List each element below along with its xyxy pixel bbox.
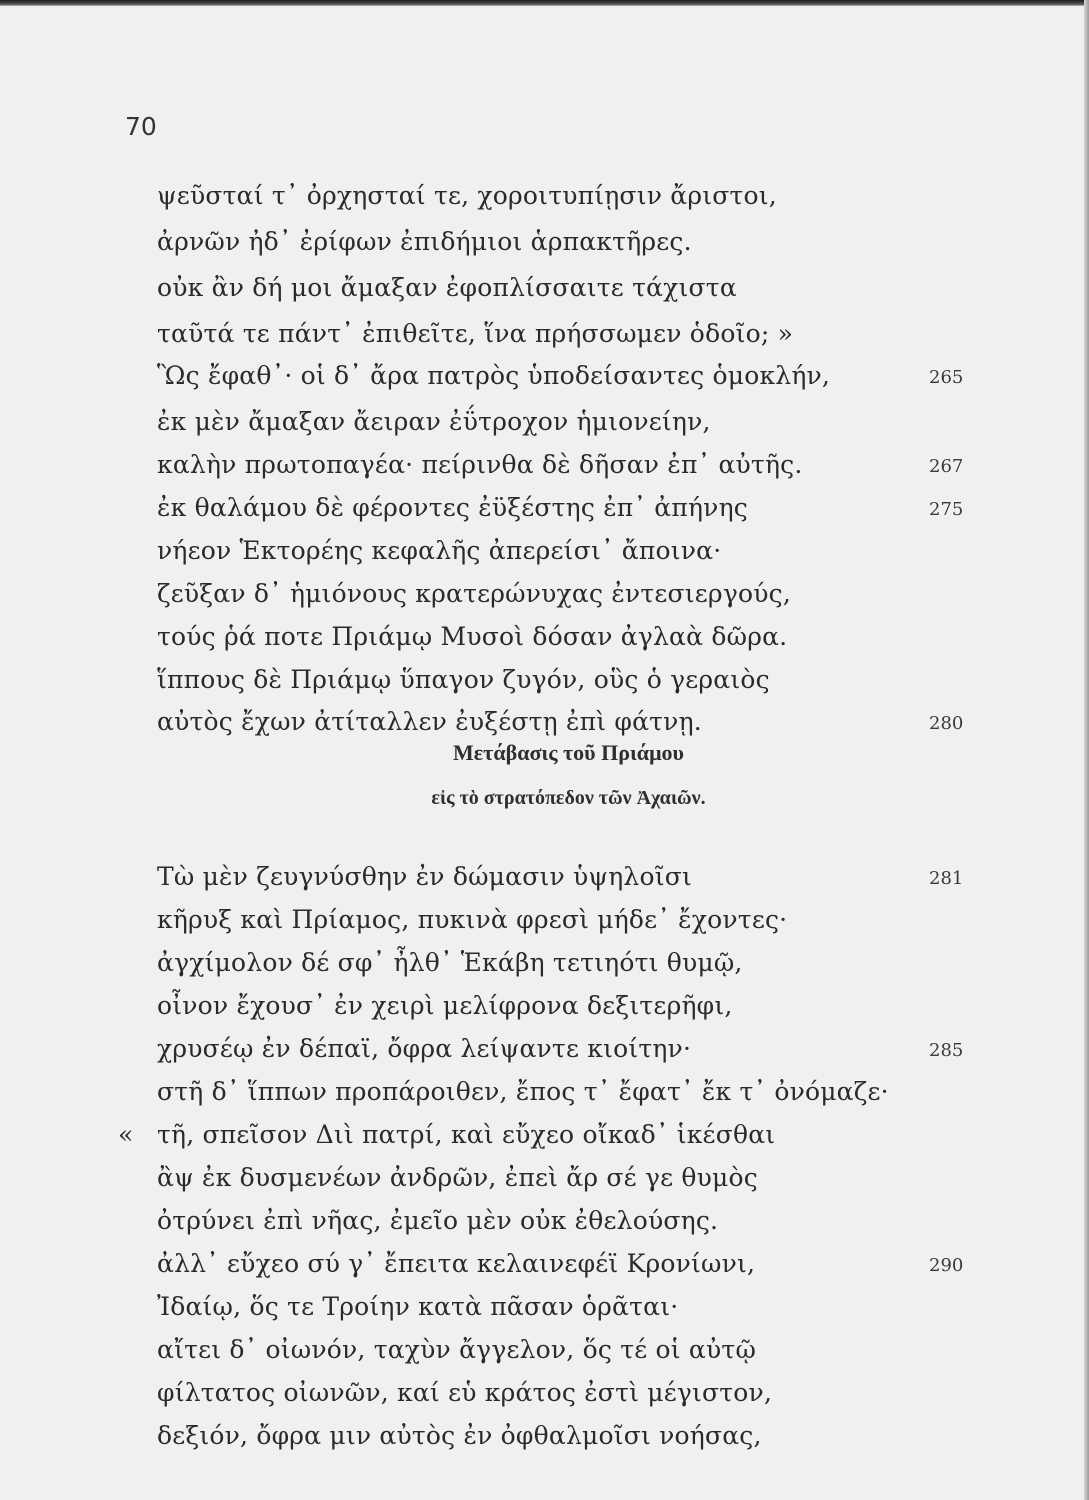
section-title: Μετάβασις τοῦ Πριάμου	[453, 740, 684, 765]
verse-line: ἵππους δὲ Πριάμῳ ὕπαγον ζυγόν, οὓς ὁ γεραιὸς	[157, 665, 770, 694]
verse-line: δεξιόν, ὄφρα μιν αὐτὸς ἐν ὀφθαλμοῖσι νοήσας,	[157, 1421, 762, 1450]
verse-line: ψεῦσταί τ᾽ ὀρχησταί τε, χοροιτυπίῃσιν ἄριστοι,	[157, 181, 777, 210]
scan-top-edge	[0, 0, 1089, 6]
verse-line: ἐκ μὲν ἄμαξαν ἄειραν ἐΰτροχον ἡμιονείην,	[157, 407, 711, 436]
line-number: 290	[929, 1255, 964, 1276]
line-number: 285	[929, 1040, 964, 1061]
line-number: 280	[929, 713, 964, 734]
verse-line: ἐκ θαλάμου δὲ φέροντες ἐϋξέστης ἐπ᾽ ἀπήνης	[157, 493, 748, 522]
verse-line: ἀγχίμολον δέ σφ᾽ ἦλθ᾽ Ἑκάβη τετιηότι θυμῷ,	[157, 948, 743, 977]
verse-line: οἶνον ἔχουσ᾽ ἐν χειρὶ μελίφρονα δεξιτερῆφι,	[157, 991, 733, 1020]
verse-line: Ἰδαίῳ, ὅς τε Τροίην κατὰ πᾶσαν ὁρᾶται·	[157, 1292, 679, 1321]
line-number: 267	[929, 456, 964, 477]
line-number: 275	[929, 499, 964, 520]
line-number: 265	[929, 367, 964, 388]
verse-line: ὀτρύνει ἐπὶ νῆας, ἐμεῖο μὲν οὐκ ἐθελούσης.	[157, 1206, 719, 1235]
verse-line: ζεῦξαν δ᾽ ἡμιόνους κρατερώνυχας ἐντεσιεργούς,	[157, 579, 791, 608]
verse-quote-mark: «	[118, 1120, 134, 1149]
verse-line: καλὴν πρωτοπαγέα· πείρινθα δὲ δῆσαν ἐπ᾽ αὐτῆς.	[157, 450, 803, 479]
verse-line: στῆ δ᾽ ἵππων προπάροιθεν, ἔπος τ᾽ ἔφατ᾽ ἔκ τ᾽ ὀνόμαζε·	[157, 1077, 889, 1106]
verse-line: φίλτατος οἰωνῶν, καί εὑ κράτος ἐστὶ μέγιστον,	[157, 1378, 773, 1407]
verse-line: αὐτὸς ἔχων ἀτίταλλεν ἐυξέστῃ ἐπὶ φάτνῃ.	[157, 707, 702, 736]
verse-line: ἀλλ᾽ εὔχεο σύ γ᾽ ἔπειτα κελαινεφέϊ Κρονίωνι,	[157, 1249, 756, 1278]
verse-line: χρυσέῳ ἐν δέπαϊ, ὄφρα λείψαντε κιοίτην·	[157, 1034, 692, 1063]
page-number: 70	[125, 112, 157, 141]
verse-line: αἴτει δ᾽ οἰωνόν, ταχὺν ἄγγελον, ὅς τέ οἱ αὐτῷ	[157, 1335, 757, 1364]
verse-line: ταῦτά τε πάντ᾽ ἐπιθεῖτε, ἵνα πρήσσωμεν ὁδοῖο; »	[157, 319, 794, 348]
verse-line: τούς ῥά ποτε Πριάμῳ Μυσοὶ δόσαν ἀγλαὰ δῶρα.	[157, 622, 788, 651]
line-number: 281	[929, 868, 964, 889]
verse-line: τῆ, σπεῖσον Διὶ πατρί, καὶ εὔχεο οἴκαδ᾽ ἱκέσθαι	[157, 1120, 776, 1149]
verse-line: ἀρνῶν ἠδ᾽ ἐρίφων ἐπιδήμιοι ἁρπακτῆρες.	[157, 227, 692, 256]
verse-line: οὐκ ἂν δή μοι ἄμαξαν ἐφοπλίσσαιτε τάχιστα	[157, 273, 737, 302]
verse-line: Ὣς ἔφαθ᾽· οἱ δ᾽ ἄρα πατρὸς ὑποδείσαντες ὁμοκλήν,	[157, 361, 831, 390]
verse-line: νήεον Ἑκτορέης κεφαλῆς ἀπερείσι᾽ ἄποινα·	[157, 536, 722, 565]
section-subtitle: εἰς τὸ στρατόπεδον τῶν Ἀχαιῶν.	[431, 787, 706, 809]
verse-line: κῆρυξ καὶ Πρίαμος, πυκινὰ φρεσὶ μήδε᾽ ἔχοντες·	[157, 905, 788, 934]
verse-line: ἂψ ἐκ δυσμενέων ἀνδρῶν, ἐπεὶ ἄρ σέ γε θυμὸς	[157, 1163, 758, 1192]
verse-line: Τὼ μὲν ζευγνύσθην ἐν δώμασιν ὑψηλοῖσι	[157, 862, 692, 891]
